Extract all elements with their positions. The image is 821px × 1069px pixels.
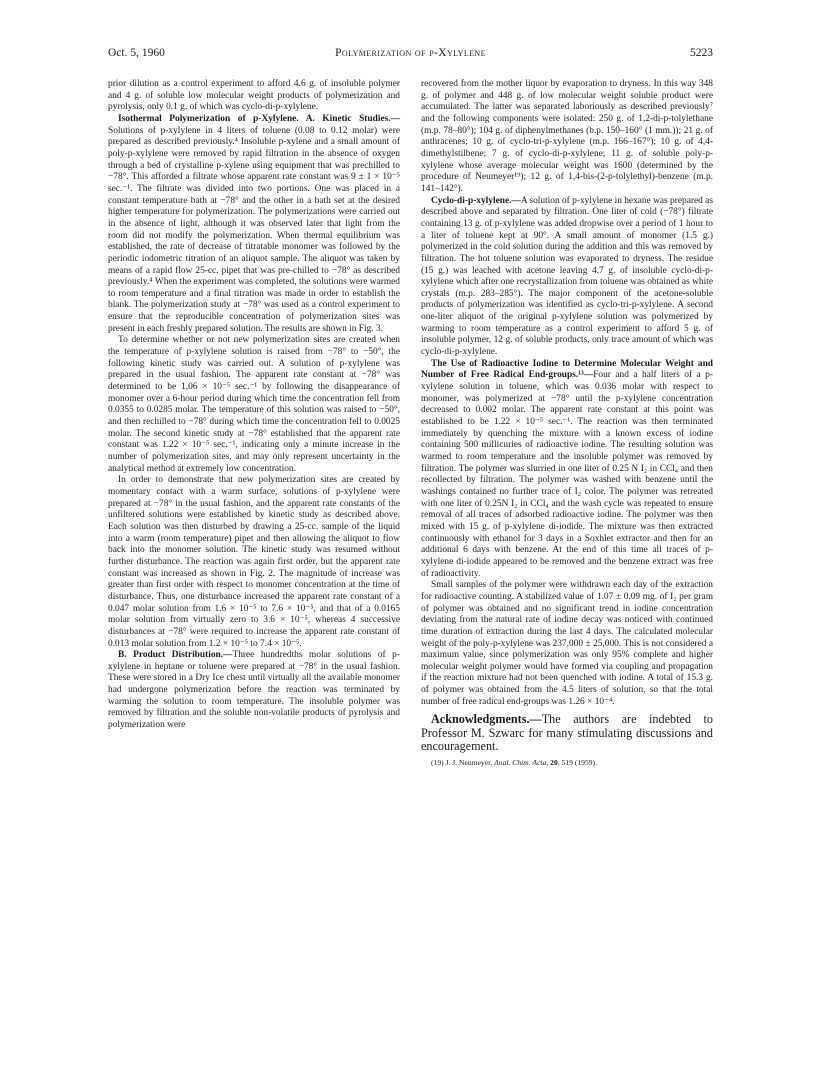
running-title: Polymerization of p-Xylylene bbox=[335, 47, 486, 59]
paragraph bbox=[108, 114, 400, 335]
paragraph-text: Solutions of p-xylylene in 4 liters of toluene (0.08 to 0.12 molar) were prepared as described previously.⁴ Insoluble p-xylene and a small amount of poly-p-xylylene were removed by rapid filtration in the absence of oxygen through a bed of crystalline p-xylene using equipment that was prechilled to −78°. This afforded a filtrate whose apparent rate constant was 9 ± 1 × 10⁻⁵ sec.⁻¹. The filtrate was divided into two portions. One was placed in a constant temperature bath at −78° and the other in a bath set at the desired higher temperature for polymerization. The polymerizations were carried out in the absence of light, although it was observed later that light from the room did not modify the polymerization. When thermal equilibrium was established, the rate of decrease of titratable monomer was followed by the periodic iodometric titration of an aliquot sample. The aliquot was taken by means of a rapid flow 25-cc. pipet that was pre-chilled to −78° as described previously.⁴ When the experiment was completed, the solutions were warmed to room temperature and a final titration was made in order to establish the blank. The polymerization study at −78° was used as a control experiment to ensure that the reproducible concentration of polymerization sites was present in each freshly prepared solution. The results are shown in Fig. 3. bbox=[108, 125, 400, 334]
paragraph bbox=[421, 196, 713, 359]
footnote-volume: 20 bbox=[550, 757, 558, 767]
acknowledgments bbox=[421, 713, 713, 754]
paragraph bbox=[108, 650, 400, 732]
paragraph-text: Four and a half liters of a p-xylylene solution in toluene, which was 0.036 molar with respect to monomer, was polymerized at −78° until the p-xylylene concentration decreased to 0.002 molar. The apparent rate constant at this point was established to be 1.22 × 10⁻⁵ sec.⁻¹. The reaction was then terminated immediately by quenching the mixture with a known excess of iodine containing 500 millicuries of radioactive iodine. The resulting solution was warmed to room temperature and the insoluble polymer was removed by filtration. The polymer was slurried in one liter of 0.25 N I₂ in CCl₄ and then recollected by filtration. The polymer was washed with benzene until the washings contained no further trace of I₂ color. The polymer was retreated with one liter of 0.25N I₂ in CCl₄ and the wash cycle was repeated to ensure removal of all traces of adsorbed radioactive iodine. The polymer was then mixed with 15 g. of p-xylylene di-iodide. The mixture was then extracted continuously with ethanol for 3 days in a Soxhlet extractor and then for an additional 6 days with benzene. At the end of this time all traces of p-xylylene di-iodide appeared to be removed and the benzene extract was free of radioactivity. bbox=[421, 370, 713, 579]
page-number: 5223 bbox=[690, 47, 713, 59]
footnote-prefix: (19) J. J. Neumeyer, bbox=[431, 757, 495, 767]
right-column bbox=[421, 79, 713, 768]
paragraph: To determine whether or not new polymerization sites are created when the temperature of p-xylylene solution is raised from −78° to −50°, the following kinetic study was carried out. A solution of p-xylylene was prepared in the usual fashion. The apparent rate constant at −78° was determined to be 1.06 × 10⁻⁵ sec.⁻¹ by following the disappearance of monomer over a 6-hour period during which time the concentration fell from 0.0355 to 0.0285 molar. The temperature of this solution was raised to −50°, and then rechilled to −78° during which time the concentration fell to 0.0025 molar. The second kinetic study at −78° established that the apparent rate constant was 1.22 × 10⁻⁵ sec.⁻¹, indicating only a minute increase in the number of polymerization sites, and may only represent uncertainty in the analytical method at extremely low concentration. bbox=[108, 335, 400, 474]
paragraph-text: Three hundredths molar solutions of p-xylylene in heptane or toluene were prepared at −78° in the usual fashion. These were stored in a Dry Ice chest until virtually all the available monomer had undergone polymerization before the reaction was terminated by warming the solution to room temperature. The insoluble polymer was removed by filtration and the soluble non-volatile products of pyrolysis and polymerization were bbox=[108, 650, 400, 731]
paragraph: prior dilution as a control experiment to afford 4.6 g. of insoluble polymer and 4 g. of soluble low molecular weight products of polymerization and pyrolysis, only 0.1 g. of which was cyclo-di-p-xylylene. bbox=[108, 79, 400, 113]
section-heading: The Use of Radioactive Iodine to Determine Molecular Weight and Number of Free Radical End-groups.¹³— bbox=[421, 358, 713, 381]
acknowledgments-text: The authors are indebted to Professor M. Szwarc for many stimulating discussions and encouragement. bbox=[421, 712, 713, 754]
paragraph: In order to demonstrate that new polymerization sites are created by momentary contact with a warm surface, solutions of p-xylylene were prepared at −78° in the usual fashion, and the apparent rate constants of the unfiltered solutions were established by kinetic study as described above. Each solution was then disturbed by drawing a 25-cc. sample of the liquid into a warm (room temperature) pipet and then allowing the aliquot to flow back into the monomer solution. The kinetic study was resumed without further disturbance. The reaction was again first order, but the apparent rate constant was increased as shown in Fig. 2. The magnitude of increase was greater than first order with respect to monomer concentration at the time of disturbance. Thus, one disturbance increased the apparent rate constant of a 0.047 molar solution from 1.6 × 10⁻⁵ to 7.6 × 10⁻⁵, and that of a 0.0165 molar solution from virtually zero to 3.6 × 10⁻⁵, whereas 4 successive disturbances at −78° were required to increase the apparent rate constant of 0.013 molar solution from 1.2 × 10⁻⁵ to 7.4 × 10⁻⁵. bbox=[108, 475, 400, 649]
paragraph-text: A solution of p-xylylene in hexane was prepared as described above and separated by filtration. One liter of cold (−78°) filtrate containing 13 g. of p-xylylene was added dropwise over a period of 1 hour to a liter of toluene kept at 90°. A small amount of monomer (1.5 g.) polymerized in the cold solution during the addition and this was removed by filtration. The hot toluene solution was evaporated to dryness. The residue (15 g.) was leached with acetone leaving 4.7 g. of insoluble cyclo-di-p-xylylene which after one recrystallization from toluene was obtained as white crystals (m.p. 283–285°). The major component of the acetone-soluble products of polymerization was identified as cyclo-tri-p-xylylene. A second one-liter aliquot of the original p-xylylene solution was polymerized by warming to room temperature as a control experiment to afford 5 g. of insoluble polymer, 12 g. of soluble products, only trace amount of which was cyclo-di-p-xylylene. bbox=[421, 195, 713, 358]
section-heading: B. Product Distribution.— bbox=[118, 650, 233, 661]
section-heading: Isothermal Polymerization of p-Xylylene. A. Kinetic Studies.— bbox=[118, 113, 400, 124]
section-heading: Cyclo-di-p-xylylene.— bbox=[431, 195, 521, 206]
footnote bbox=[421, 758, 713, 768]
acknowledgments-heading: Acknowledgments.— bbox=[431, 712, 542, 727]
page-header bbox=[108, 47, 713, 63]
header-date: Oct. 5, 1960 bbox=[108, 47, 165, 59]
paragraph bbox=[421, 359, 713, 580]
footnote-rest: , 519 (1959). bbox=[557, 757, 597, 767]
paragraph: recovered from the mother liquor by evaporation to dryness. In this way 348 g. of polymer and 448 g. of low molecular weight soluble product were accumulated. The latter was separated laboriously as described previously⁷ and the following components were isolated: 250 g. of 1,2-di-p-tolylethane (m.p. 78–80°); 104 g. of diphenylmethanes (b.p. 150–160° (1 mm.)); 21 g. of anthracenes; 10 g. of cyclo-tri-p-xylylene (m.p. 166–167°); 10 g. of 4,4-dimethylstilbene; 7 g. of cyclo-di-p-xylylene; 11 g. of soluble poly-p-xylylene whose average molecular weight was 1600 (determined by the procedure of Neumeyer¹⁹); 12 g. of 1,4-bis-(2-p-tolylethyl)-benzene (m.p. 141–142°). bbox=[421, 79, 713, 194]
left-column bbox=[108, 79, 400, 732]
paragraph: Small samples of the polymer were withdrawn each day of the extraction for radioactive counting. A stabilized value of 1.07 ± 0.09 mg. of I₂ per gram of polymer was obtained and no significant trend in iodine concentration deviating from the natural rate of iodine decay was noticed with continued time duration of extraction during the last 4 days. The calculated molecular weight of the poly-p-xylylene was 237,000 ± 25,000. This is not considered a maximum value, since polymerization was only 95% complete and higher molecular weight polymer would have formed via coupling and propagation if the reaction mixture had not been quenched with iodine. A total of 15.3 g. of polymer was obtained from the 4.5 liters of solution, so that the total number of free radical end-groups was 1.26 × 10⁻⁴. bbox=[421, 580, 713, 707]
footnote-journal: Anal. Chim. Acta, bbox=[494, 757, 549, 767]
